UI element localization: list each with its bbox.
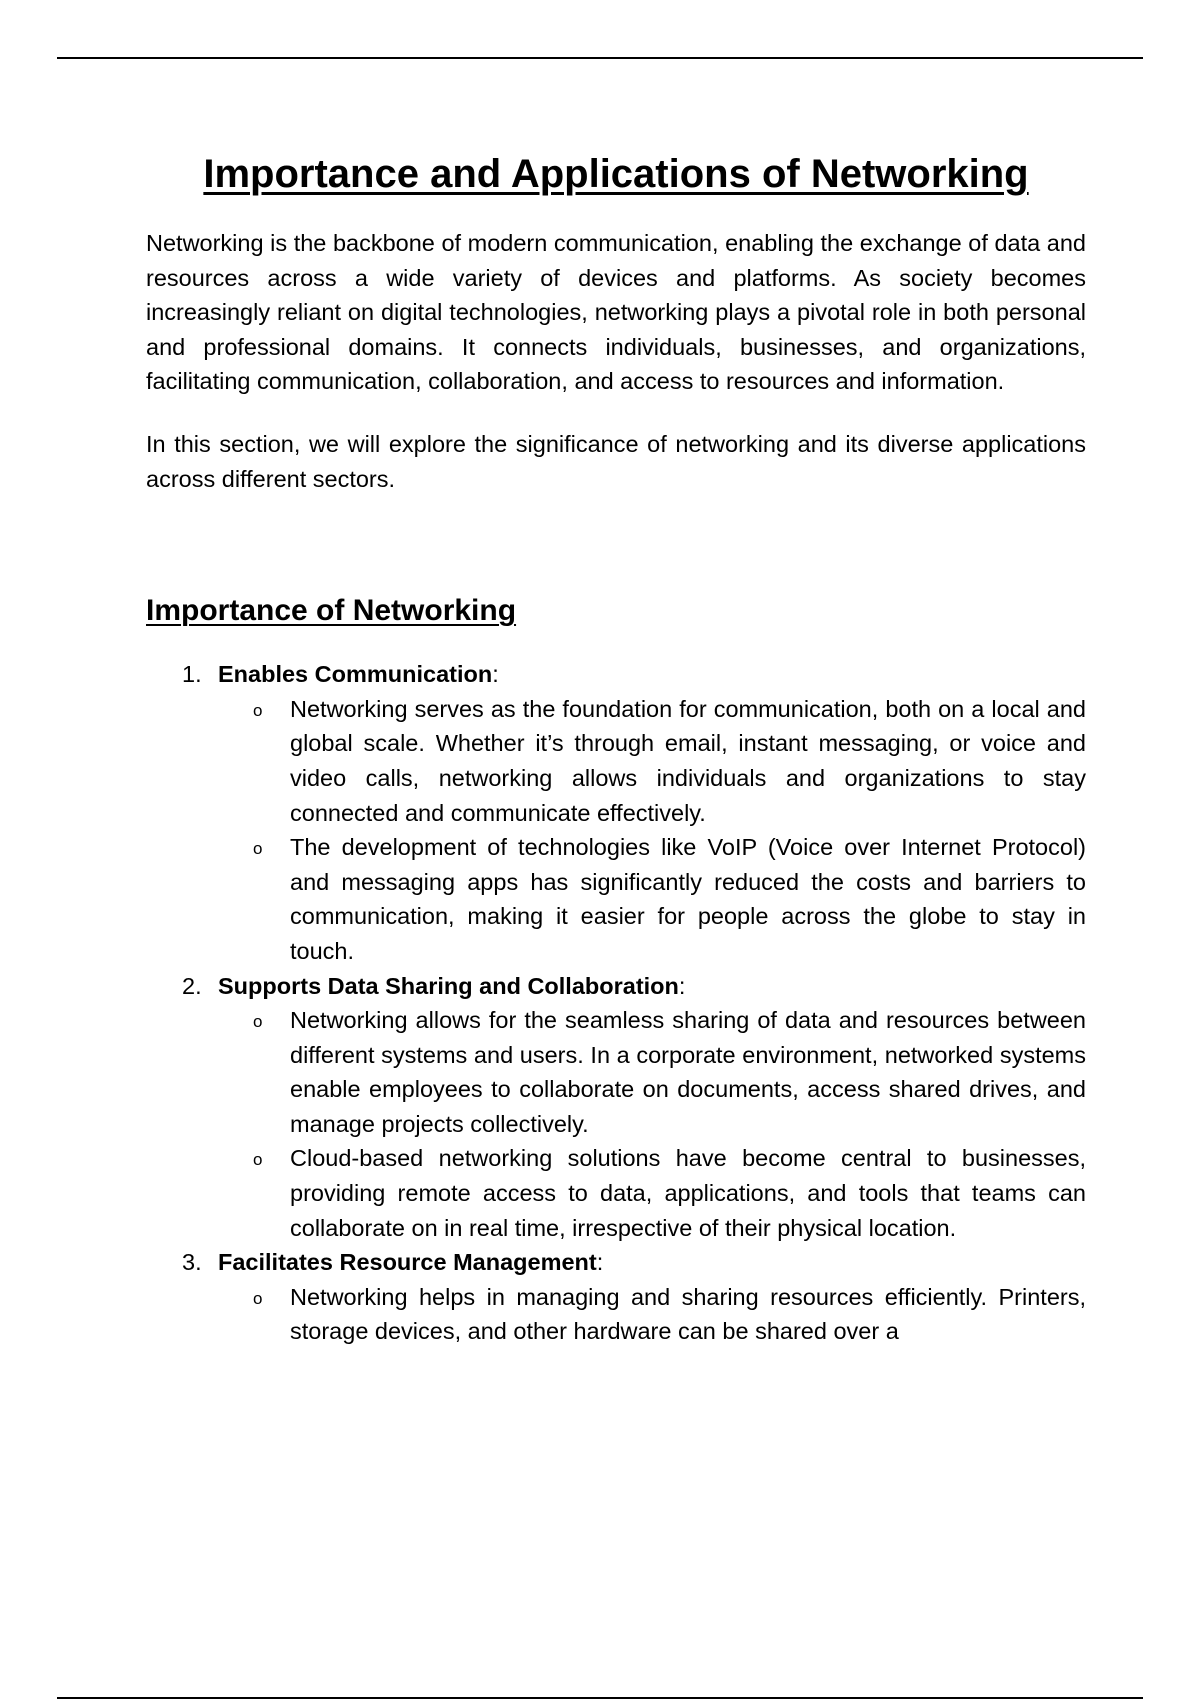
footer-rule bbox=[57, 1697, 1143, 1699]
list-item-colon: : bbox=[596, 1249, 604, 1276]
circle-bullet-icon: o bbox=[253, 1150, 263, 1170]
page-content bbox=[146, 148, 1086, 1349]
intro-paragraph-1: Networking is the backbone of modern communication, enabling the exchange of data and resources across a wide variety of devices and platforms. As society becomes increasingly reliant on digital technologies, networking plays a pivotal role in both personal and professional domains. It connects individuals, businesses, and organizations, facilitating communication, collaboration, and access to resources and information. bbox=[146, 230, 1086, 395]
sub-list-item bbox=[218, 1141, 1086, 1245]
sub-list-text: Cloud-based networking solutions have become central to businesses, providing remote access to data, applications, and tools that teams can collaborate on in real time, irrespective of their physical location. bbox=[290, 1145, 1086, 1241]
list-item bbox=[146, 657, 1086, 968]
sub-list-text: Networking helps in managing and sharing resources efficiently. Printers, storage devices, and other hardware can be shared over a bbox=[290, 1283, 1086, 1345]
list-number: 2. bbox=[182, 972, 202, 999]
sub-list bbox=[218, 1280, 1086, 1349]
sub-list bbox=[218, 1003, 1086, 1245]
numbered-list bbox=[146, 657, 1086, 1349]
circle-bullet-icon: o bbox=[253, 700, 263, 720]
list-item bbox=[146, 969, 1086, 1246]
sub-list-text: Networking serves as the foundation for communication, both on a local and global scale. Whether it’s through email, instant messaging, or voice and video calls, networking allows individuals and organizations to stay connected and communicate effectively. bbox=[290, 695, 1086, 826]
sub-list-text: The development of technologies like VoIP (Voice over Internet Protocol) and messaging apps has significantly reduced the costs and barriers to communication, making it easier for people across the globe to stay in touch. bbox=[290, 834, 1086, 964]
circle-bullet-icon: o bbox=[253, 839, 263, 859]
sub-list-text: Networking allows for the seamless sharing of data and resources between different systems and users. In a corporate environment, networked systems enable employees to collaborate on documents, access shared drives, and manage projects collectively. bbox=[290, 1007, 1086, 1137]
list-item-colon: : bbox=[678, 972, 686, 999]
list-item-heading bbox=[218, 1245, 1086, 1280]
sub-list bbox=[218, 692, 1086, 969]
list-item-colon: : bbox=[492, 661, 499, 688]
section-heading: Importance of Networking bbox=[146, 594, 517, 628]
list-item-title: Supports Data Sharing and Collaboration bbox=[218, 972, 679, 999]
sub-list-item bbox=[218, 830, 1086, 968]
list-item-title: Enables Communication bbox=[218, 661, 493, 688]
list-item bbox=[146, 1245, 1086, 1349]
intro-paragraph-2: In this section, we will explore the significance of networking and its diverse applications across different sectors. bbox=[146, 430, 1086, 492]
list-item-heading bbox=[218, 657, 1086, 692]
list-number: 1. bbox=[182, 661, 202, 688]
list-item-title: Facilitates Resource Management bbox=[218, 1249, 597, 1276]
circle-bullet-icon: o bbox=[253, 1012, 263, 1032]
header-rule bbox=[57, 57, 1143, 59]
list-number: 3. bbox=[182, 1249, 202, 1276]
sub-list-item bbox=[218, 1003, 1086, 1141]
document-title: Importance and Applications of Networking bbox=[203, 152, 1029, 196]
list-item-heading bbox=[218, 969, 1086, 1004]
circle-bullet-icon: o bbox=[253, 1288, 263, 1308]
sub-list-item bbox=[218, 692, 1086, 830]
sub-list-item bbox=[218, 1280, 1086, 1349]
